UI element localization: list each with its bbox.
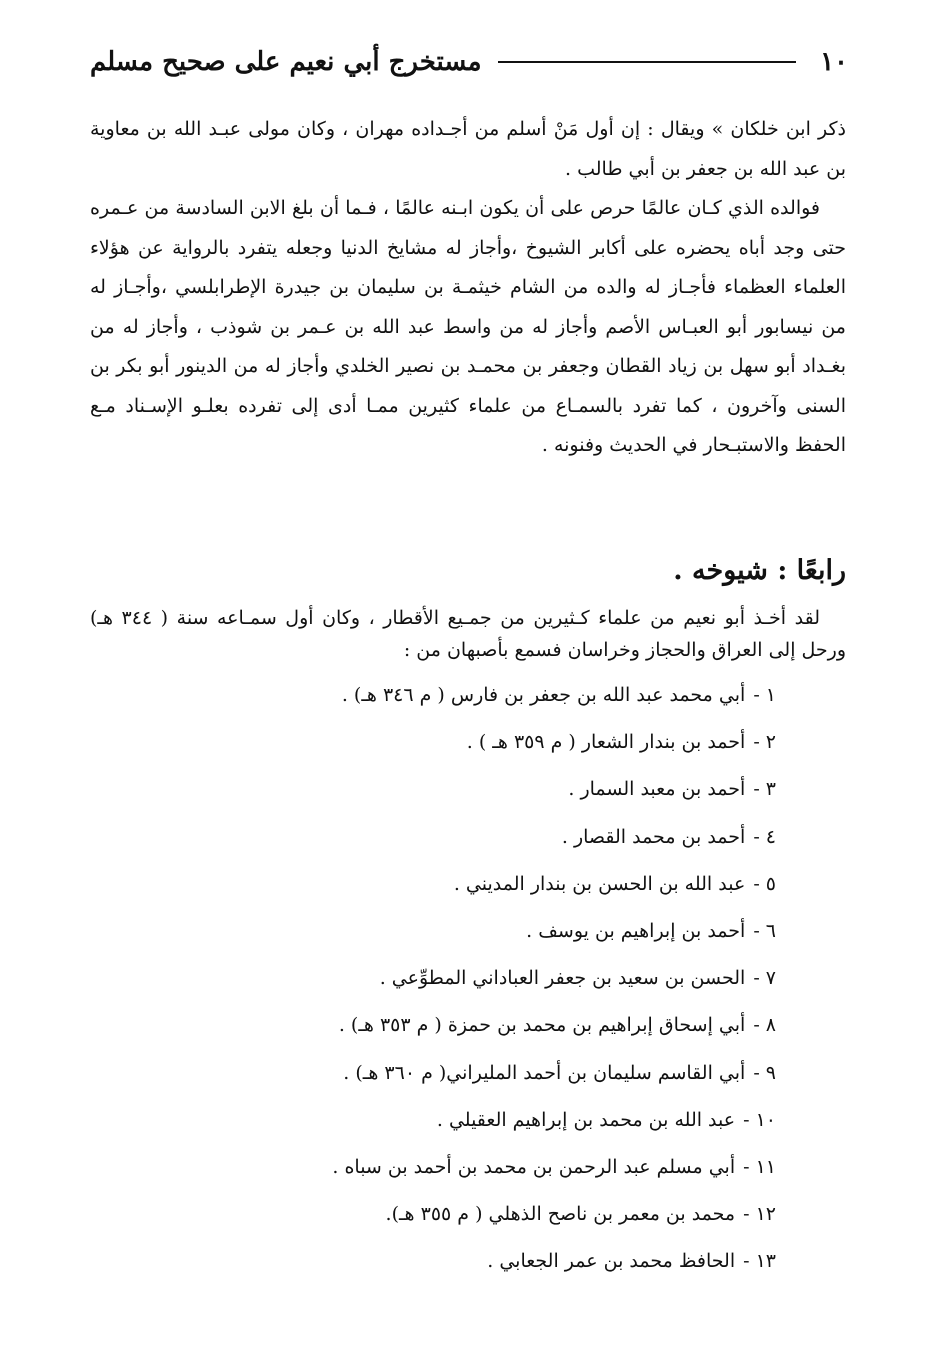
item-number: ٤ -: [753, 825, 776, 848]
item-number: ٩ -: [753, 1061, 776, 1084]
item-text: أبي القاسم سليمان بن أحمد المليراني( م ٣٦٠ هـ) .: [343, 1061, 746, 1084]
list-item: [90, 861, 776, 908]
paragraph-1: ذكر ابن خلكان » ويقال : إن أول مَنْ أسلم من أجـداده مهران ، وكان مولى عبـد الله بن معاوية بن عبد الله بن جعفر بن أبي طالب .: [90, 118, 846, 180]
item-number: ٦ -: [753, 919, 776, 942]
list-item: [90, 1191, 776, 1238]
item-text: أحمد بن محمد القصار .: [561, 825, 746, 848]
list-item: [90, 1097, 776, 1144]
list-item: [90, 1002, 776, 1049]
list-item: [90, 814, 776, 861]
item-number: ٣ -: [753, 778, 776, 801]
item-text: الحافظ محمد بن عمر الجعابي .: [487, 1250, 736, 1273]
section-title: رابعًا : شيوخه .: [673, 555, 846, 586]
list-item: [90, 955, 776, 1002]
list-item: [90, 908, 776, 955]
item-text: عبد الله بن الحسن بن بندار المديني .: [453, 872, 746, 895]
running-header: [90, 40, 848, 84]
item-number: ١٣ -: [743, 1250, 776, 1273]
page-number: ١٠: [820, 47, 848, 77]
item-number: ٧ -: [753, 967, 776, 990]
item-number: ٢ -: [753, 731, 776, 754]
header-rule: [498, 61, 797, 63]
item-text: أبي مسلم عبد الرحمن بن محمد بن أحمد بن سباه .: [332, 1155, 736, 1178]
body-text: [90, 110, 846, 466]
section-shuyukh: [90, 548, 846, 1285]
list-item: [90, 1144, 776, 1191]
item-text: محمد بن معمر بن ناصح الذهلي ( م ٣٥٥ هـ).: [385, 1203, 736, 1226]
item-text: الحسن بن سعيد بن جعفر العباداني المطوِّعي .: [379, 967, 746, 990]
item-number: ١٠ -: [743, 1108, 776, 1131]
item-number: ١ -: [753, 684, 776, 706]
item-text: أحمد بن معبد السمار .: [568, 778, 746, 801]
shuyukh-list: [90, 672, 846, 1285]
paragraph-2: فوالده الذي كـان عالمًا حرص على أن يكون ابـنه عالمًا ، فـما أن بلغ الابن السادسة من عـمره حتى وجد أباه يحضره على أكابر الشيوخ ،وأجاز له مشايخ الدنيا وجعله يتفرد بالرواية عن هؤلاء العلماء العظماء فأجـاز له والده من الشام خيثمـة بن سليمان بن جيدرة الإطرابلسي ،وأجـاز له من نيسابور أبو العبـاس الأصم وأجاز له من واسط عبد الله بن عـمر بن شوذب ، وأجاز له من بغـداد أبو سهل بن زياد القطان وجعفر بن محمـد بن نصير الخلدي وأجاز له من الدينور أبو بكر بن السنى وآخرون ، كما تفرد بالسمـاع من علماء كثيرين ممـا أدى إلى تفرده بعلـو الإسـناد مـع الحفظ والاستبـحار في الحديث وفنونه .: [90, 197, 846, 456]
item-text: أحمد بن بندار الشعار ( م ٣٥٩ هـ ) .: [466, 731, 746, 754]
item-text: أبي محمد عبد الله بن جعفر بن فارس ( م ٣٤٦ هـ) .: [341, 684, 746, 706]
item-text: أحمد بن إبراهيم بن يوسف .: [526, 919, 746, 942]
list-item: [90, 672, 776, 719]
item-number: ٨ -: [753, 1014, 776, 1037]
item-text: أبي إسحاق إبراهيم بن محمد بن حمزة ( م ٣٥٣ هـ) .: [338, 1014, 746, 1037]
section-intro: لقد أخـذ أبو نعيم من علماء كـثيرين من جمـيع الأقطار ، وكان أول سمـاعه سنة ( ٣٤٤ هـ) ورحل إلى العراق والحجاز وخراسان فسمع بأصبهان من :: [90, 607, 846, 661]
list-item: [90, 766, 776, 813]
item-number: ١٢ -: [743, 1203, 776, 1226]
running-title: مستخرج أبي نعيم على صحيح مسلم: [90, 47, 482, 77]
list-item: [90, 1050, 776, 1097]
item-text: عبد الله بن محمد بن إبراهيم العقيلي .: [436, 1108, 736, 1131]
item-number: ٥ -: [753, 872, 776, 895]
list-item: [90, 719, 776, 766]
list-item: [90, 1238, 776, 1285]
item-number: ١١ -: [743, 1155, 776, 1178]
